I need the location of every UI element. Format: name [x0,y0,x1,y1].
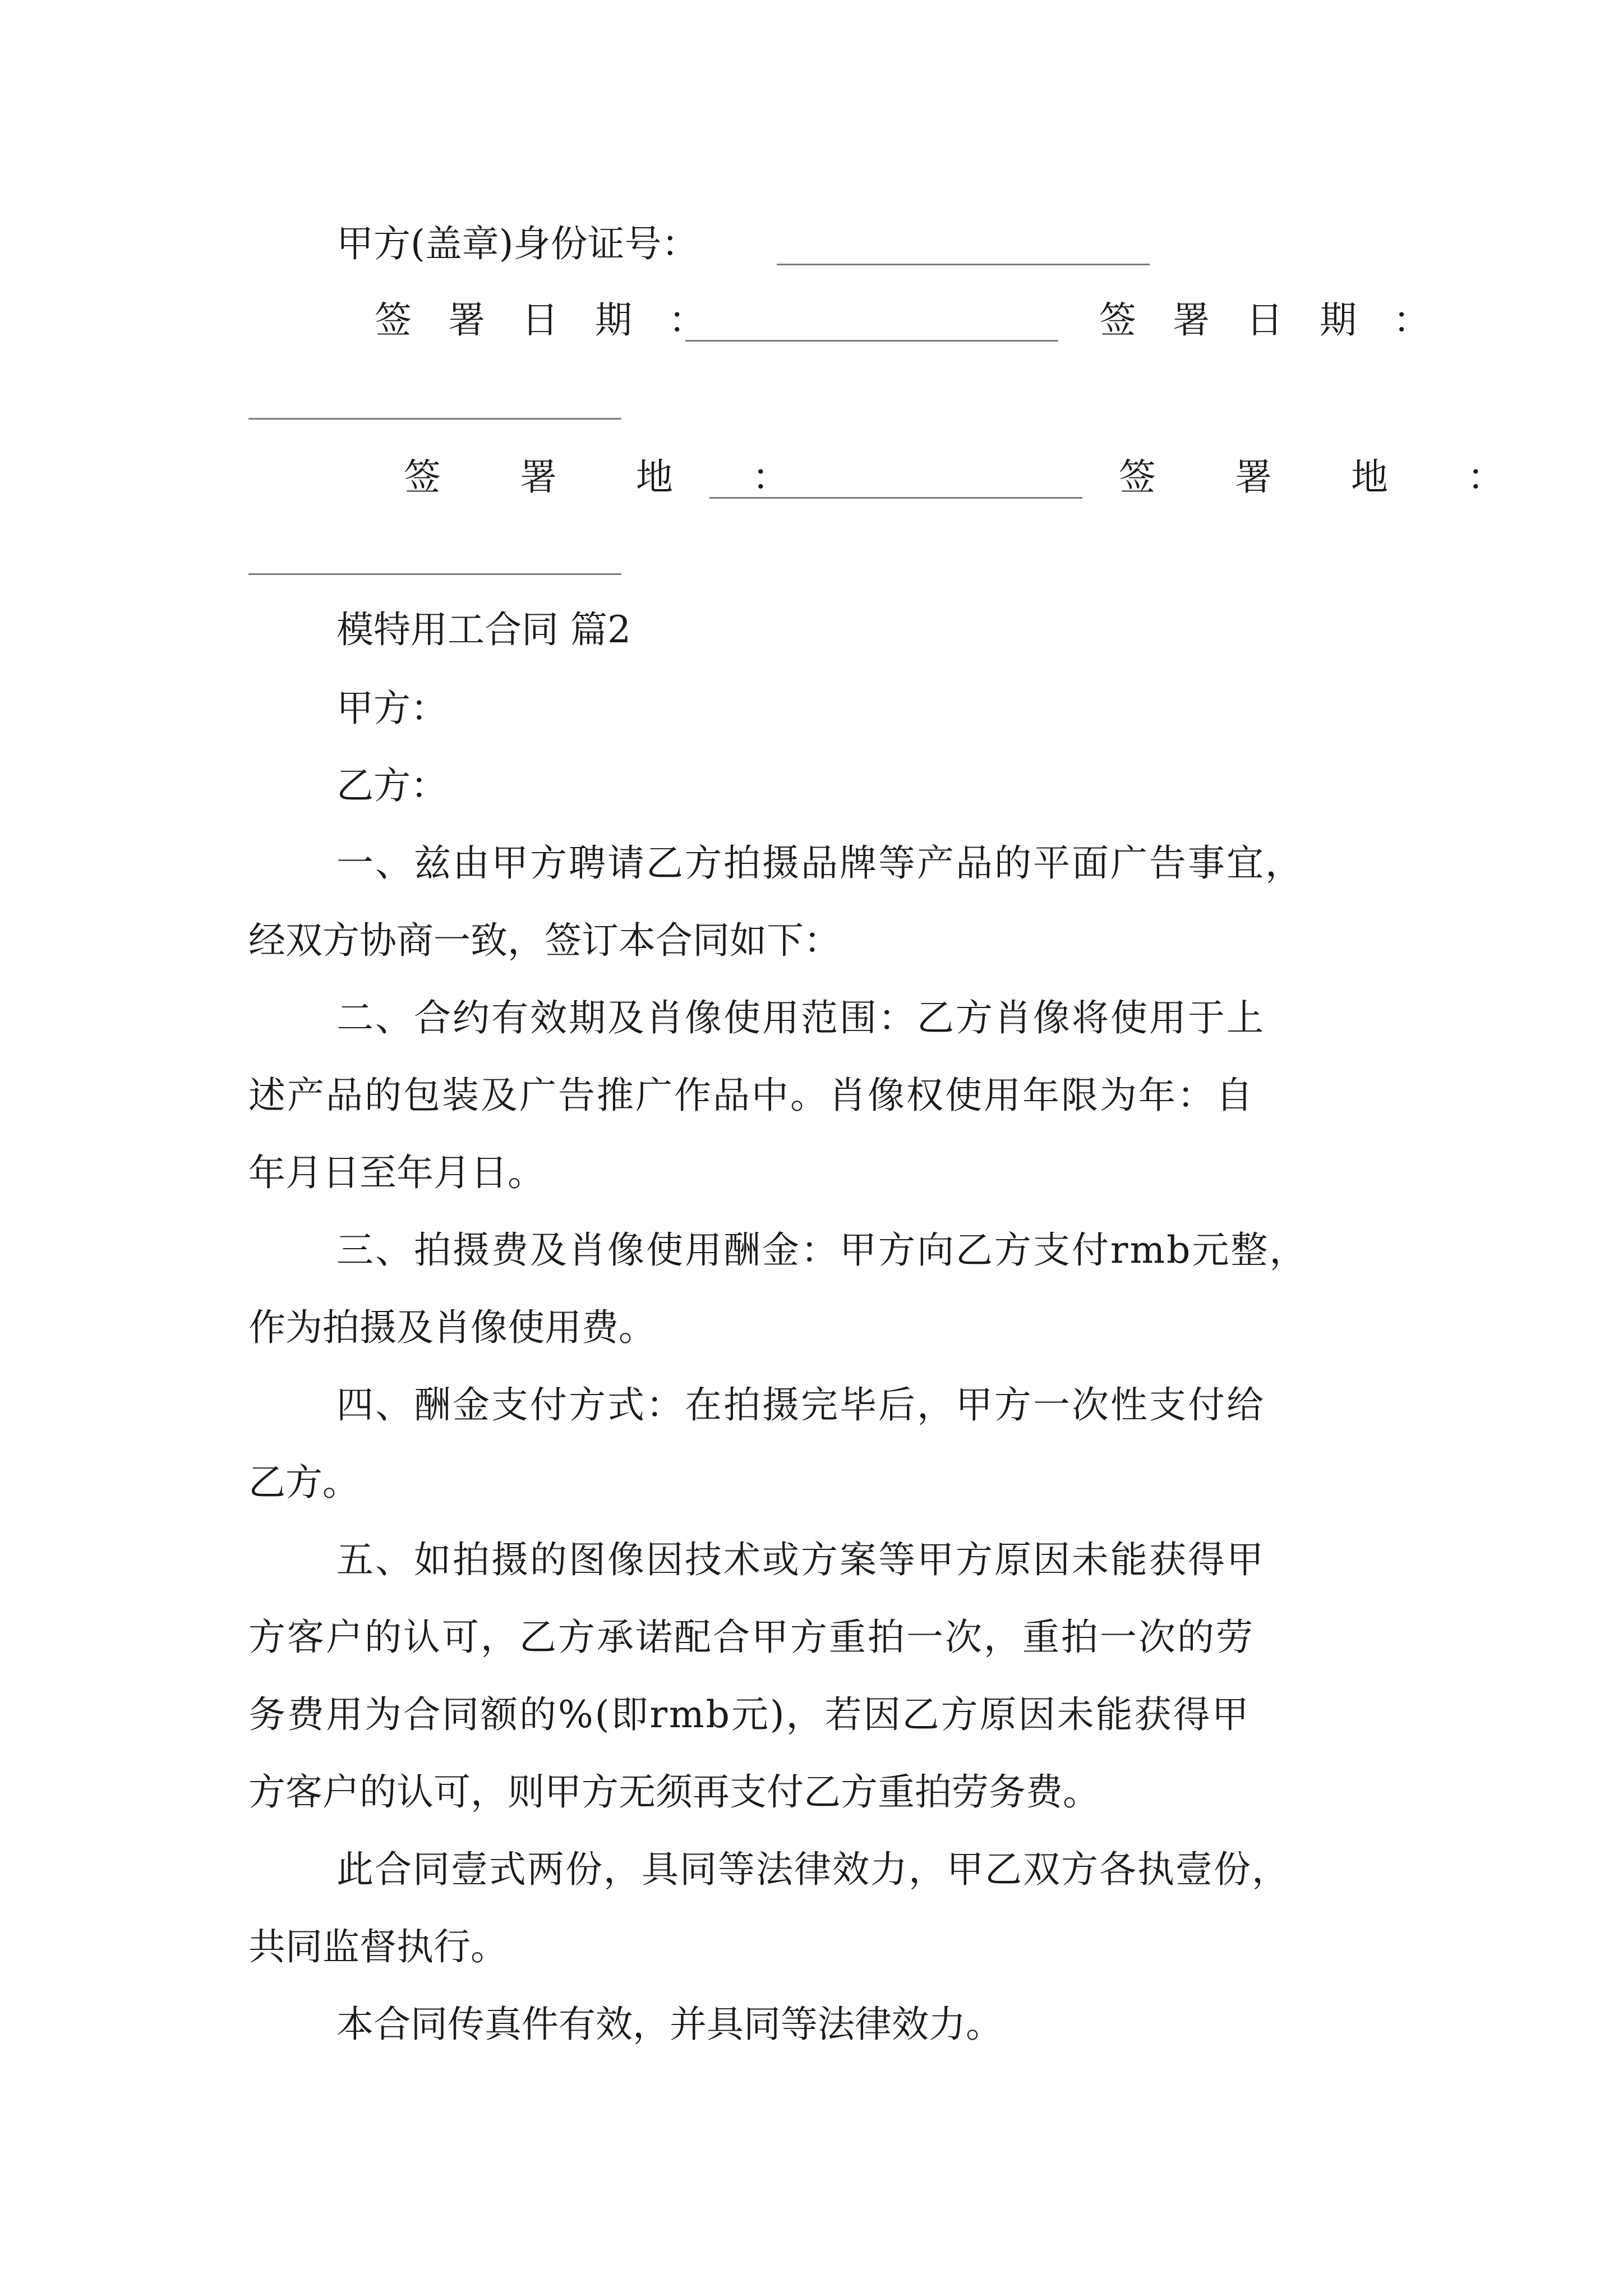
signing-date-label-right: 签 署 日 期 ： [1099,298,1442,342]
paragraph-line: 方客户的认可，乙方承诺配合甲方重拍一次，重拍一次的劳 [248,1616,1255,1659]
paragraph-line: 三、拍摄费及肖像使用酬金：甲方向乙方支付rmb元整， [336,1228,1308,1272]
signing-place-label-right: 签 署 地 ： [1119,455,1538,499]
signing-date-blank-right [248,418,621,420]
party-a-label: 甲方： [336,687,448,730]
id-number-label: 甲方(盖章)身份证号： [336,222,699,265]
paragraph-line: 四、酬金支付方式：在拍摄完毕后，甲方一次性支付给 [336,1383,1265,1427]
signing-date-label-left: 签 署 日 期 ： [375,298,718,342]
paragraph-line: 务费用为合同额的%(即rmb元)，若因乙方原因未能获得甲 [248,1693,1251,1736]
id-number-blank [777,264,1150,265]
signing-place-label-left: 签 署 地 ： [404,455,823,499]
party-b-label: 乙方： [336,764,448,807]
paragraph-line: 二、合约有效期及肖像使用范围：乙方肖像将使用于上 [336,996,1265,1039]
contract-title: 模特用工合同 篇2 [336,608,631,651]
signing-place-blank-left [709,497,1082,499]
paragraph-line: 经双方协商一致，签订本合同如下： [248,919,841,962]
paragraph-line: 述产品的包装及广告推广作品中。肖像权使用年限为年：自 [248,1074,1255,1117]
signing-place-blank-right [248,573,621,575]
paragraph-line: 共同监督执行。 [248,1925,508,1968]
paragraph-line: 年月日至年月日。 [248,1151,545,1194]
paragraph-line: 此合同壹式两份，具同等法律效力，甲乙双方各执壹份， [336,1848,1290,1891]
paragraph-line: 一、兹由甲方聘请乙方拍摄品牌等产品的平面广告事宜， [336,841,1304,885]
paragraph-line: 五、如拍摄的图像因技术或方案等甲方原因未能获得甲 [336,1538,1265,1581]
signing-date-blank-left [685,340,1058,342]
paragraph-line: 本合同传真件有效，并具同等法律效力。 [336,2003,1003,2046]
paragraph-line: 方客户的认可，则甲方无须再支付乙方重拍劳务费。 [248,1770,1100,1814]
paragraph-line: 乙方。 [248,1461,359,1504]
paragraph-line: 作为拍摄及肖像使用费。 [248,1306,656,1349]
